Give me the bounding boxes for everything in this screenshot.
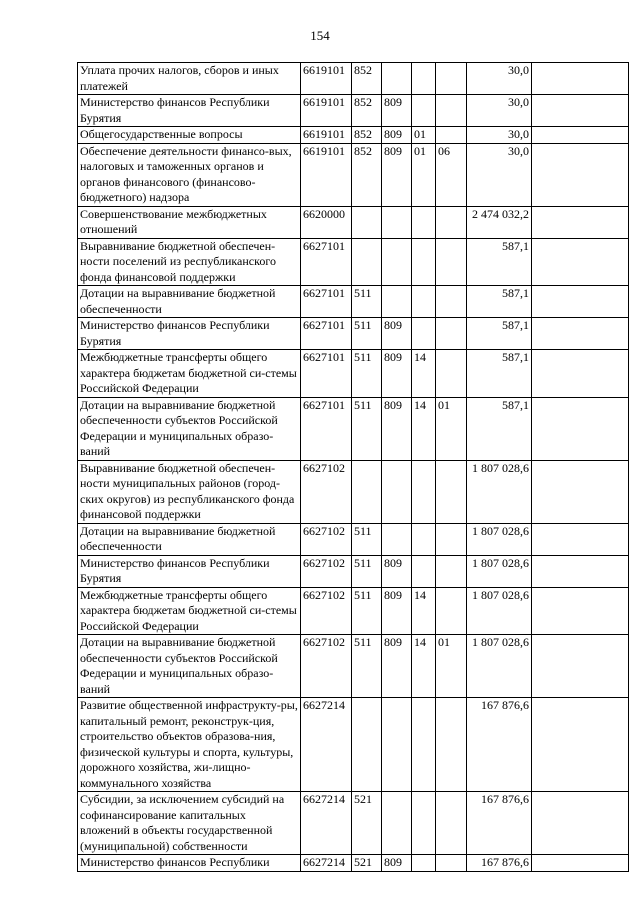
- amount-cell: 167 876,6: [467, 698, 532, 792]
- table-row: [78, 460, 629, 523]
- empty-cell: [532, 397, 629, 460]
- table-row: [78, 143, 629, 206]
- section-code-cell: 14: [412, 350, 436, 398]
- table-row: [78, 792, 629, 855]
- expense-type-code-cell: 511: [352, 350, 382, 398]
- target-article-code-cell: 6627214: [301, 792, 352, 855]
- department-code-cell: [382, 460, 412, 523]
- section-code-cell: 01: [412, 143, 436, 206]
- row-name-cell: Дотации на выравнивание бюджетной обеспеченности субъектов Российской Федерации и муниципальных образо-ваний: [78, 635, 301, 698]
- section-code-cell: [412, 63, 436, 95]
- subsection-code-cell: [436, 95, 467, 127]
- empty-cell: [532, 698, 629, 792]
- empty-cell: [532, 238, 629, 286]
- empty-cell: [532, 460, 629, 523]
- department-code-cell: [382, 286, 412, 318]
- amount-cell: 167 876,6: [467, 855, 532, 872]
- subsection-code-cell: [436, 350, 467, 398]
- expense-type-code-cell: 511: [352, 286, 382, 318]
- expense-type-code-cell: 511: [352, 555, 382, 587]
- empty-cell: [532, 286, 629, 318]
- row-name-cell: Уплата прочих налогов, сборов и иных платежей: [78, 63, 301, 95]
- empty-cell: [532, 350, 629, 398]
- table-row: [78, 63, 629, 95]
- target-article-code-cell: 6619101: [301, 95, 352, 127]
- section-code-cell: 14: [412, 587, 436, 635]
- section-code-cell: 14: [412, 635, 436, 698]
- expense-type-code-cell: 511: [352, 318, 382, 350]
- row-name-cell: Министерство финансов Республики Бурятия: [78, 95, 301, 127]
- department-code-cell: 809: [382, 855, 412, 872]
- expense-type-code-cell: 852: [352, 143, 382, 206]
- amount-cell: 587,1: [467, 397, 532, 460]
- amount-cell: 1 807 028,6: [467, 587, 532, 635]
- empty-cell: [532, 792, 629, 855]
- empty-cell: [532, 523, 629, 555]
- subsection-code-cell: [436, 587, 467, 635]
- table-row: [78, 635, 629, 698]
- amount-cell: 167 876,6: [467, 792, 532, 855]
- row-name-cell: Межбюджетные трансферты общего характера бюджетам бюджетной си-стемы Российской Федерации: [78, 350, 301, 398]
- empty-cell: [532, 206, 629, 238]
- target-article-code-cell: 6627101: [301, 350, 352, 398]
- table-row: [78, 587, 629, 635]
- target-article-code-cell: 6627102: [301, 555, 352, 587]
- table-row: [78, 397, 629, 460]
- target-article-code-cell: 6619101: [301, 63, 352, 95]
- target-article-code-cell: 6620000: [301, 206, 352, 238]
- department-code-cell: [382, 238, 412, 286]
- department-code-cell: 809: [382, 587, 412, 635]
- amount-cell: 30,0: [467, 143, 532, 206]
- row-name-cell: Межбюджетные трансферты общего характера бюджетам бюджетной си-стемы Российской Федерации: [78, 587, 301, 635]
- expense-type-code-cell: 852: [352, 95, 382, 127]
- target-article-code-cell: 6627102: [301, 523, 352, 555]
- amount-cell: 30,0: [467, 95, 532, 127]
- subsection-code-cell: [436, 63, 467, 95]
- table-row: [78, 698, 629, 792]
- target-article-code-cell: 6627101: [301, 286, 352, 318]
- target-article-code-cell: 6627102: [301, 460, 352, 523]
- empty-cell: [532, 318, 629, 350]
- expense-type-code-cell: 511: [352, 397, 382, 460]
- expense-type-code-cell: 521: [352, 792, 382, 855]
- row-name-cell: Общегосударственные вопросы: [78, 127, 301, 144]
- row-name-cell: Дотации на выравнивание бюджетной обеспеченности: [78, 286, 301, 318]
- amount-cell: 30,0: [467, 63, 532, 95]
- row-name-cell: Выравнивание бюджетной обеспечен-ности поселений из республиканского фонда финансовой поддержки: [78, 238, 301, 286]
- table-row: [78, 523, 629, 555]
- department-code-cell: 809: [382, 143, 412, 206]
- expense-type-code-cell: 511: [352, 635, 382, 698]
- page-number: 154: [310, 28, 330, 43]
- section-code-cell: [412, 855, 436, 872]
- section-code-cell: 01: [412, 127, 436, 144]
- amount-cell: 587,1: [467, 238, 532, 286]
- target-article-code-cell: 6627101: [301, 318, 352, 350]
- table-row: [78, 555, 629, 587]
- empty-cell: [532, 95, 629, 127]
- table-row: [78, 206, 629, 238]
- amount-cell: 587,1: [467, 318, 532, 350]
- department-code-cell: 809: [382, 397, 412, 460]
- amount-cell: 30,0: [467, 127, 532, 144]
- expense-type-code-cell: [352, 460, 382, 523]
- subsection-code-cell: [436, 855, 467, 872]
- department-code-cell: [382, 523, 412, 555]
- row-name-cell: Министерство финансов Республики: [78, 855, 301, 872]
- subsection-code-cell: [436, 698, 467, 792]
- row-name-cell: Дотации на выравнивание бюджетной обеспеченности субъектов Российской Федерации и муниципальных образо-ваний: [78, 397, 301, 460]
- table-row: [78, 318, 629, 350]
- department-code-cell: 809: [382, 635, 412, 698]
- empty-cell: [532, 635, 629, 698]
- empty-cell: [532, 555, 629, 587]
- empty-cell: [532, 855, 629, 872]
- section-code-cell: [412, 206, 436, 238]
- target-article-code-cell: 6619101: [301, 127, 352, 144]
- table-row: [78, 286, 629, 318]
- section-code-cell: [412, 318, 436, 350]
- department-code-cell: 809: [382, 95, 412, 127]
- amount-cell: 2 474 032,2: [467, 206, 532, 238]
- amount-cell: 587,1: [467, 286, 532, 318]
- section-code-cell: [412, 523, 436, 555]
- expense-type-code-cell: 521: [352, 855, 382, 872]
- amount-cell: 1 807 028,6: [467, 523, 532, 555]
- subsection-code-cell: 01: [436, 635, 467, 698]
- expense-type-code-cell: [352, 206, 382, 238]
- subsection-code-cell: [436, 127, 467, 144]
- target-article-code-cell: 6627102: [301, 587, 352, 635]
- target-article-code-cell: 6619101: [301, 143, 352, 206]
- expense-type-code-cell: [352, 238, 382, 286]
- row-name-cell: Обеспечение деятельности финансо-вых, налоговых и таможенных органов и органов финансового (финансово-бюджетного) надзора: [78, 143, 301, 206]
- section-code-cell: [412, 95, 436, 127]
- section-code-cell: 14: [412, 397, 436, 460]
- table-row: [78, 95, 629, 127]
- row-name-cell: Субсидии, за исключением субсидий на софинансирование капитальных вложений в объекты государственной (муниципальной) собственности: [78, 792, 301, 855]
- subsection-code-cell: 01: [436, 397, 467, 460]
- target-article-code-cell: 6627101: [301, 238, 352, 286]
- table-row: [78, 127, 629, 144]
- department-code-cell: 809: [382, 318, 412, 350]
- row-name-cell: Министерство финансов Республики Бурятия: [78, 318, 301, 350]
- section-code-cell: [412, 286, 436, 318]
- table-row: [78, 855, 629, 872]
- target-article-code-cell: 6627214: [301, 855, 352, 872]
- row-name-cell: Развитие общественной инфраструкту-ры, капитальный ремонт, реконструк-ция, строительство объектов образова-ния, физической культуры и спорта, культуры, дорожного хозяйства, жи-лищно-коммунального хозяйства: [78, 698, 301, 792]
- target-article-code-cell: 6627102: [301, 635, 352, 698]
- row-name-cell: Министерство финансов Республики Бурятия: [78, 555, 301, 587]
- subsection-code-cell: [436, 286, 467, 318]
- empty-cell: [532, 143, 629, 206]
- subsection-code-cell: [436, 238, 467, 286]
- expense-type-code-cell: 852: [352, 63, 382, 95]
- amount-cell: 1 807 028,6: [467, 555, 532, 587]
- section-code-cell: [412, 460, 436, 523]
- department-code-cell: 809: [382, 555, 412, 587]
- table-row: [78, 350, 629, 398]
- department-code-cell: 809: [382, 127, 412, 144]
- subsection-code-cell: [436, 523, 467, 555]
- section-code-cell: [412, 792, 436, 855]
- expense-type-code-cell: 511: [352, 523, 382, 555]
- subsection-code-cell: [436, 206, 467, 238]
- expense-type-code-cell: 852: [352, 127, 382, 144]
- empty-cell: [532, 127, 629, 144]
- subsection-code-cell: [436, 555, 467, 587]
- department-code-cell: [382, 63, 412, 95]
- row-name-cell: Дотации на выравнивание бюджетной обеспеченности: [78, 523, 301, 555]
- expense-type-code-cell: 511: [352, 587, 382, 635]
- row-name-cell: Выравнивание бюджетной обеспечен-ности муниципальных районов (город-ских округов) из республиканского фонда финансовой поддержки: [78, 460, 301, 523]
- department-code-cell: 809: [382, 350, 412, 398]
- section-code-cell: [412, 238, 436, 286]
- department-code-cell: [382, 698, 412, 792]
- empty-cell: [532, 63, 629, 95]
- expense-type-code-cell: [352, 698, 382, 792]
- department-code-cell: [382, 792, 412, 855]
- target-article-code-cell: 6627214: [301, 698, 352, 792]
- empty-cell: [532, 587, 629, 635]
- target-article-code-cell: 6627101: [301, 397, 352, 460]
- department-code-cell: [382, 206, 412, 238]
- subsection-code-cell: [436, 792, 467, 855]
- amount-cell: 1 807 028,6: [467, 635, 532, 698]
- subsection-code-cell: [436, 318, 467, 350]
- table-row: [78, 238, 629, 286]
- section-code-cell: [412, 698, 436, 792]
- budget-table: [77, 62, 629, 872]
- subsection-code-cell: [436, 460, 467, 523]
- amount-cell: 1 807 028,6: [467, 460, 532, 523]
- row-name-cell: Совершенствование межбюджетных отношений: [78, 206, 301, 238]
- subsection-code-cell: 06: [436, 143, 467, 206]
- section-code-cell: [412, 555, 436, 587]
- amount-cell: 587,1: [467, 350, 532, 398]
